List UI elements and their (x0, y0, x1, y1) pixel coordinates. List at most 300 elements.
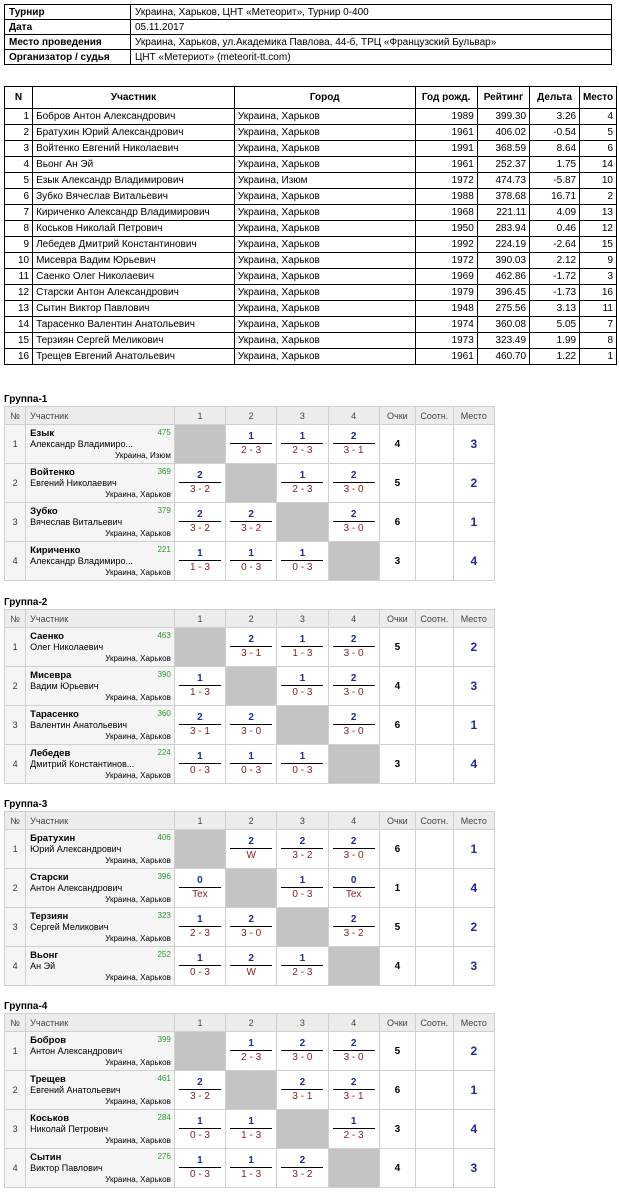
player-rating: 406 (157, 833, 171, 842)
group-header-cell: 2 (226, 1014, 277, 1032)
match-result (281, 673, 323, 699)
participant-cell: Лебедев Дмитрий Константинович (33, 237, 235, 253)
match-result (333, 509, 375, 535)
group-header-cell: Место (453, 407, 494, 425)
group-header-cell: 4 (328, 610, 379, 628)
match-result (179, 914, 221, 940)
match-result-cell (328, 628, 379, 667)
match-result-cell (277, 542, 328, 581)
player-city: Украина, Харьков (105, 933, 171, 943)
match-result (281, 751, 323, 777)
match-result (230, 509, 272, 535)
player-ratio (416, 1071, 454, 1110)
participant-cell: Тарасенко Валентин Анатольевич (33, 317, 235, 333)
match-result-cell (174, 1110, 225, 1149)
player-points: 6 (379, 1071, 415, 1110)
participant-cell: 1979 (415, 285, 477, 301)
player-points: 3 (379, 1110, 415, 1149)
match-result-cell (174, 869, 225, 908)
player-points: 5 (379, 908, 415, 947)
player-given-name: Валентин Анатольевич (30, 719, 128, 730)
match-result-cell (174, 1071, 225, 1110)
group-header-cell: 2 (226, 812, 277, 830)
participant-cell: 378.68 (477, 189, 529, 205)
info-row (5, 20, 612, 35)
self-match-cell (226, 1071, 277, 1110)
participant-cell: 9 (580, 253, 617, 269)
match-result-cell (226, 908, 277, 947)
match-score: 3 - 1 (292, 1091, 313, 1102)
match-score: 3 - 1 (241, 648, 262, 659)
match-score: 3 - 1 (343, 445, 364, 456)
match-result-cell (328, 667, 379, 706)
group-header-cell: Очки (379, 812, 415, 830)
match-result-cell (328, 425, 379, 464)
match-result (333, 836, 375, 862)
player-given-name: Виктор Павлович (30, 1162, 103, 1173)
match-points: 2 (230, 712, 272, 725)
match-score: 3 - 0 (343, 687, 364, 698)
player-surname: Тарасенко (30, 708, 79, 720)
participant-cell: Украина, Изюм (234, 173, 415, 189)
match-result-cell (277, 869, 328, 908)
participant-cell: 0.46 (530, 221, 580, 237)
match-result-cell (328, 706, 379, 745)
match-score: W (246, 850, 256, 861)
player-number: 1 (5, 830, 26, 869)
match-result (179, 712, 221, 738)
match-result-cell (328, 1110, 379, 1149)
participant-cell: 7 (5, 205, 33, 221)
match-result-cell (174, 464, 225, 503)
player-number: 3 (5, 503, 26, 542)
group-header-cell: Соотн. (416, 407, 454, 425)
match-result (230, 914, 272, 940)
participant-cell: 7 (580, 317, 617, 333)
player-number: 1 (5, 1032, 26, 1071)
participant-cell: 3.13 (530, 301, 580, 317)
player-given-name: Дмитрий Константинов... (30, 758, 135, 769)
match-score: 3 - 2 (292, 1169, 313, 1180)
participant-cell: 283.94 (477, 221, 529, 237)
match-result-cell (174, 745, 225, 784)
participants-header-cell: Участник (33, 87, 235, 109)
participant-cell: -1.73 (530, 285, 580, 301)
participant-cell: 2 (580, 189, 617, 205)
group-header-cell: 2 (226, 610, 277, 628)
match-score: 3 - 0 (343, 523, 364, 534)
player-ratio (416, 542, 454, 581)
group-title: Группа-1 (4, 394, 48, 405)
player-place: 1 (453, 830, 494, 869)
group-header-cell: 4 (328, 1014, 379, 1032)
group-title: Группа-2 (4, 597, 48, 608)
match-result-cell (174, 503, 225, 542)
match-result (230, 712, 272, 738)
match-result-cell (277, 830, 328, 869)
match-result-cell (277, 464, 328, 503)
participant-cell: Братухин Юрий Александрович (33, 125, 235, 141)
match-result (230, 431, 272, 457)
match-result-cell (277, 628, 328, 667)
player-rating: 323 (157, 911, 171, 920)
participant-cell: 323.49 (477, 333, 529, 349)
match-points: 1 (230, 548, 272, 561)
info-value: ЦНТ «Метериот» (meteorit-tt.com) (131, 50, 612, 65)
participant-cell: 2 (5, 125, 33, 141)
participant-cell: Трещев Евгений Анатольевич (33, 349, 235, 365)
group-player-row (5, 667, 495, 706)
player-rating: 399 (157, 1035, 171, 1044)
player-place: 3 (453, 947, 494, 986)
participant-cell: 474.73 (477, 173, 529, 189)
participant-cell: Украина, Харьков (234, 269, 415, 285)
player-rating: 224 (157, 748, 171, 757)
match-points: 1 (230, 1038, 272, 1051)
participant-cell: 14 (580, 157, 617, 173)
participant-cell: Мисевра Вадим Юрьевич (33, 253, 235, 269)
player-number: 4 (5, 947, 26, 986)
player-points: 4 (379, 425, 415, 464)
participant-cell: 1.22 (530, 349, 580, 365)
group-header-cell: Очки (379, 1014, 415, 1032)
group-table (4, 609, 495, 784)
participant-cell: Украина, Харьков (234, 317, 415, 333)
player-number: 1 (5, 425, 26, 464)
player-rating: 390 (157, 670, 171, 679)
player-ratio (416, 425, 454, 464)
player-surname: Езык (30, 427, 55, 439)
player-city: Украина, Харьков (105, 692, 171, 702)
match-score: 3 - 2 (343, 928, 364, 939)
match-result (179, 1077, 221, 1103)
group-header-row (5, 407, 495, 425)
match-score: 1 - 3 (241, 1130, 262, 1141)
match-score: 3 - 1 (189, 726, 210, 737)
match-result (179, 548, 221, 574)
participant-cell: 13 (580, 205, 617, 221)
participants-header-cell: Место (580, 87, 617, 109)
match-result (333, 914, 375, 940)
group-header-cell: Участник (26, 1014, 175, 1032)
match-score: 2 - 3 (292, 484, 313, 495)
match-points: 1 (281, 431, 323, 444)
self-match-cell (174, 830, 225, 869)
participant-row (5, 317, 617, 333)
match-points: 1 (230, 431, 272, 444)
group-header-cell: 1 (174, 812, 225, 830)
player-surname: Коськов (30, 1112, 70, 1124)
player-city: Украина, Харьков (105, 1135, 171, 1145)
player-cell (26, 908, 175, 947)
match-result (230, 634, 272, 660)
participant-cell: 1 (580, 349, 617, 365)
participant-cell: 12 (5, 285, 33, 301)
self-match-cell (277, 908, 328, 947)
match-points: 1 (230, 1116, 272, 1129)
participant-cell: Украина, Харьков (234, 301, 415, 317)
group-header-cell: 1 (174, 407, 225, 425)
match-score: 0 - 3 (189, 967, 210, 978)
player-points: 5 (379, 464, 415, 503)
participant-cell: 224.19 (477, 237, 529, 253)
player-ratio (416, 667, 454, 706)
match-result (281, 953, 323, 979)
participant-cell: 406.02 (477, 125, 529, 141)
player-rating: 252 (157, 950, 171, 959)
player-number: 3 (5, 1110, 26, 1149)
participant-cell: 1950 (415, 221, 477, 237)
self-match-cell (226, 464, 277, 503)
match-points: 1 (230, 1155, 272, 1168)
match-score: 3 - 0 (241, 928, 262, 939)
match-result-cell (328, 908, 379, 947)
participant-row (5, 221, 617, 237)
group-player-row (5, 908, 495, 947)
participant-cell: Коськов Николай Петрович (33, 221, 235, 237)
match-score: 0 - 3 (189, 1130, 210, 1141)
player-cell (26, 1032, 175, 1071)
player-cell (26, 869, 175, 908)
group-player-row (5, 1071, 495, 1110)
player-points: 3 (379, 542, 415, 581)
player-city: Украина, Харьков (105, 972, 171, 982)
player-points: 4 (379, 947, 415, 986)
match-score: 3 - 0 (343, 484, 364, 495)
match-score: 0 - 3 (292, 562, 313, 573)
participant-row (5, 125, 617, 141)
player-ratio (416, 503, 454, 542)
match-result-cell (277, 425, 328, 464)
player-rating: 379 (157, 506, 171, 515)
group-header-cell: 3 (277, 407, 328, 425)
match-points: 2 (179, 470, 221, 483)
player-city: Украина, Изюм (115, 450, 171, 460)
player-cell (26, 503, 175, 542)
group-table (4, 1013, 495, 1188)
group-player-row (5, 425, 495, 464)
participant-cell: 3.26 (530, 109, 580, 125)
participant-cell: Зубко Вячеслав Витальевич (33, 189, 235, 205)
player-points: 6 (379, 830, 415, 869)
match-result (333, 634, 375, 660)
match-score: 1 - 3 (292, 648, 313, 659)
match-result (179, 875, 221, 901)
player-cell (26, 1071, 175, 1110)
match-result-cell (174, 542, 225, 581)
match-result (281, 634, 323, 660)
participant-cell: 1991 (415, 141, 477, 157)
player-cell (26, 542, 175, 581)
match-points: 2 (230, 836, 272, 849)
match-points: 0 (179, 875, 221, 888)
player-surname: Мисевра (30, 669, 72, 681)
player-points: 4 (379, 667, 415, 706)
player-number: 4 (5, 1149, 26, 1188)
participant-row (5, 253, 617, 269)
match-result (281, 836, 323, 862)
match-result (281, 875, 323, 901)
group-player-row (5, 830, 495, 869)
group-header-cell: Место (453, 1014, 494, 1032)
participants-header-cell: Год рожд. (415, 87, 477, 109)
match-score: 1 - 3 (189, 562, 210, 573)
player-cell (26, 830, 175, 869)
match-points: 1 (281, 548, 323, 561)
match-result-cell (174, 947, 225, 986)
participant-row (5, 301, 617, 317)
player-city: Украина, Харьков (105, 1174, 171, 1184)
self-match-cell (328, 947, 379, 986)
info-label: Место проведения (5, 35, 131, 50)
participant-cell: 399.30 (477, 109, 529, 125)
participant-cell: Украина, Харьков (234, 109, 415, 125)
group-header-row (5, 812, 495, 830)
participant-cell: 8 (5, 221, 33, 237)
player-given-name: Александр Владимиро... (30, 438, 133, 449)
match-points: 1 (281, 634, 323, 647)
player-cell (26, 1110, 175, 1149)
player-given-name: Ан Эй (30, 960, 56, 971)
match-result (230, 1155, 272, 1181)
group-header-cell: Участник (26, 610, 175, 628)
player-cell (26, 628, 175, 667)
match-result-cell (226, 1032, 277, 1071)
participant-cell: 9 (5, 237, 33, 253)
match-score: 2 - 3 (241, 1052, 262, 1063)
participant-cell: 1.75 (530, 157, 580, 173)
info-label: Турнир (5, 5, 131, 20)
player-ratio (416, 464, 454, 503)
match-points: 2 (179, 1077, 221, 1090)
player-surname: Трещев (30, 1073, 66, 1085)
player-number: 3 (5, 706, 26, 745)
participant-cell: Бобров Антон Александрович (33, 109, 235, 125)
player-city: Украина, Харьков (105, 489, 171, 499)
participant-cell: -1.72 (530, 269, 580, 285)
group-header-cell: Очки (379, 407, 415, 425)
match-score: Tex (345, 889, 362, 900)
match-score: W (246, 967, 256, 978)
match-result (179, 673, 221, 699)
group-header-cell: 3 (277, 610, 328, 628)
player-given-name: Сергей Меликович (30, 921, 109, 932)
match-points: 1 (281, 751, 323, 764)
player-ratio (416, 706, 454, 745)
match-result-cell (277, 1149, 328, 1188)
self-match-cell (277, 503, 328, 542)
player-given-name: Антон Александрович (30, 1045, 123, 1056)
match-result-cell (277, 1032, 328, 1071)
match-result-cell (226, 947, 277, 986)
player-surname: Лебедев (30, 747, 71, 759)
match-points: 2 (179, 712, 221, 725)
self-match-cell (328, 1149, 379, 1188)
player-number: 2 (5, 667, 26, 706)
participant-cell: Украина, Харьков (234, 189, 415, 205)
participant-cell: 8 (580, 333, 617, 349)
group-header-cell: 4 (328, 407, 379, 425)
match-score: 3 - 1 (343, 1091, 364, 1102)
participant-cell: 14 (5, 317, 33, 333)
group-header-cell: Соотн. (416, 812, 454, 830)
info-row (5, 50, 612, 65)
match-points: 1 (230, 751, 272, 764)
player-ratio (416, 908, 454, 947)
player-ratio (416, 1149, 454, 1188)
player-surname: Бобров (30, 1034, 67, 1046)
self-match-cell (226, 667, 277, 706)
participant-cell: Войтенко Евгений Николаевич (33, 141, 235, 157)
participant-cell: 1974 (415, 317, 477, 333)
player-rating: 369 (157, 467, 171, 476)
match-result-cell (328, 503, 379, 542)
match-points: 1 (179, 751, 221, 764)
match-score: 2 - 3 (189, 928, 210, 939)
match-score: 0 - 3 (241, 562, 262, 573)
player-points: 6 (379, 706, 415, 745)
group-player-row (5, 1110, 495, 1149)
info-row (5, 5, 612, 20)
participant-cell: 5 (580, 125, 617, 141)
match-result (333, 712, 375, 738)
match-result-cell (277, 1071, 328, 1110)
participant-cell: 1961 (415, 157, 477, 173)
info-row (5, 35, 612, 50)
match-points: 2 (333, 634, 375, 647)
player-city: Украина, Харьков (105, 770, 171, 780)
match-result (179, 470, 221, 496)
player-cell (26, 745, 175, 784)
match-points: 1 (281, 470, 323, 483)
player-place: 4 (453, 869, 494, 908)
participant-cell: 252.37 (477, 157, 529, 173)
player-place: 1 (453, 1071, 494, 1110)
player-place: 1 (453, 706, 494, 745)
self-match-cell (328, 745, 379, 784)
match-result-cell (277, 667, 328, 706)
match-result-cell (226, 1149, 277, 1188)
group-player-row (5, 1149, 495, 1188)
participant-cell: -0.54 (530, 125, 580, 141)
match-result (281, 470, 323, 496)
match-score: 1 - 3 (241, 1169, 262, 1180)
participant-cell: 368.59 (477, 141, 529, 157)
match-score: 3 - 0 (343, 726, 364, 737)
match-points: 2 (230, 953, 272, 966)
player-given-name: Антон Александрович (30, 882, 123, 893)
participant-cell: 10 (580, 173, 617, 189)
group-title: Группа-3 (4, 799, 48, 810)
match-points: 2 (281, 1077, 323, 1090)
match-score: 0 - 3 (241, 765, 262, 776)
match-points: 2 (333, 1077, 375, 1090)
player-cell (26, 464, 175, 503)
match-points: 2 (179, 509, 221, 522)
player-surname: Зубко (30, 505, 58, 517)
participant-cell: 1988 (415, 189, 477, 205)
player-ratio (416, 1110, 454, 1149)
player-number: 4 (5, 745, 26, 784)
match-result-cell (174, 1149, 225, 1188)
participant-cell: 13 (5, 301, 33, 317)
match-score: 1 - 3 (189, 687, 210, 698)
self-match-cell (277, 1110, 328, 1149)
player-points: 1 (379, 869, 415, 908)
match-result (333, 431, 375, 457)
match-score: 0 - 3 (292, 889, 313, 900)
player-surname: Вьонг (30, 949, 59, 961)
